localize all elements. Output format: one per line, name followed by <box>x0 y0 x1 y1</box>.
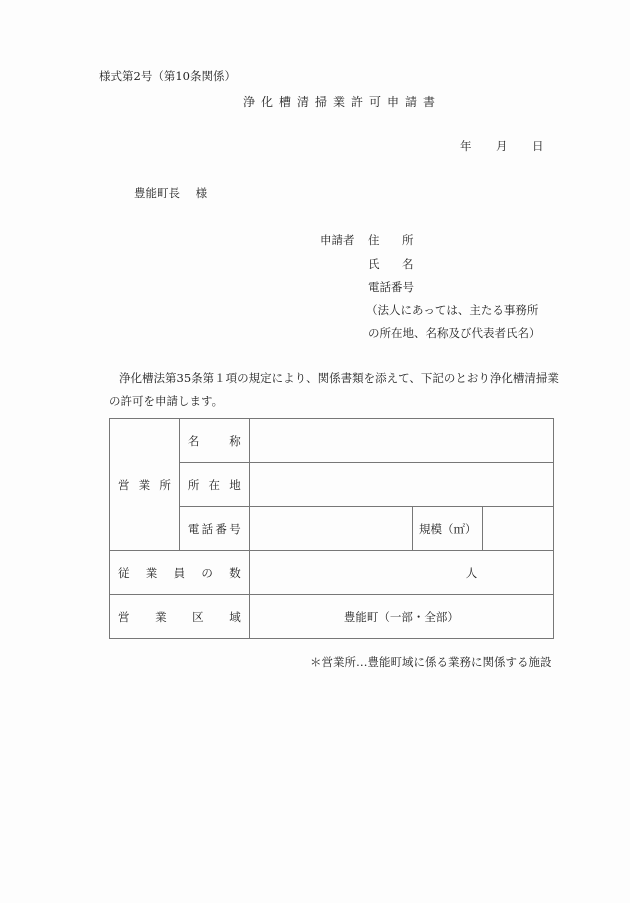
business-area-field[interactable]: 豊能町（一部・全部） <box>249 595 553 639</box>
corporate-note-1: （法人にあっては、主たる事務所 <box>366 303 539 317</box>
office-name-field[interactable] <box>249 419 553 463</box>
office-location-label: 所 在 地 <box>179 463 249 507</box>
addressee-name: 豊能町長 <box>134 186 180 200</box>
addressee <box>134 185 207 201</box>
day-label: 日 <box>532 139 544 153</box>
addressee-honorific: 様 <box>195 186 208 200</box>
office-location-field[interactable] <box>249 463 553 507</box>
scale-label: 規模（㎡） <box>413 507 483 551</box>
address-label-2: 所 <box>402 233 414 247</box>
body-text-line-2: の許可を申請します。 <box>109 394 224 408</box>
year-label: 年 <box>460 139 472 153</box>
name-label-1: 氏 <box>368 257 380 271</box>
employees-label: 従 業 員 の 数 <box>110 551 250 595</box>
employees-field[interactable] <box>249 551 553 595</box>
body-text-line-1: 浄化槽法第35条第１項の規定により、関係書類を添えて、下記のとおり浄化槽清掃業 <box>119 371 559 385</box>
business-area-label: 営 業 区 域 <box>110 595 250 639</box>
footnote: ＊営業所…豊能町域に係る業務に関係する施設 <box>310 655 552 669</box>
phone-label: 電話番号 <box>368 280 414 294</box>
office-label-cell: 営 業 所 <box>110 419 180 551</box>
address-label-1: 住 <box>368 233 380 247</box>
form-number: 様式第2号（第10条関係） <box>99 69 236 83</box>
month-label: 月 <box>496 139 508 153</box>
corporate-note-2: の所在地、名称及び代表者氏名） <box>368 326 541 340</box>
office-phone-label: 電 話 番 号 <box>179 507 249 551</box>
office-name-label: 名 称 <box>179 419 249 463</box>
name-label-2: 名 <box>402 257 414 271</box>
office-phone-field[interactable] <box>249 507 413 551</box>
application-table <box>109 418 554 639</box>
document-title: 浄化槽清掃業許可申請書 <box>243 95 442 109</box>
applicant-label: 申請者 <box>320 233 355 247</box>
scale-field[interactable] <box>483 507 554 551</box>
employees-unit: 人 <box>465 565 478 580</box>
